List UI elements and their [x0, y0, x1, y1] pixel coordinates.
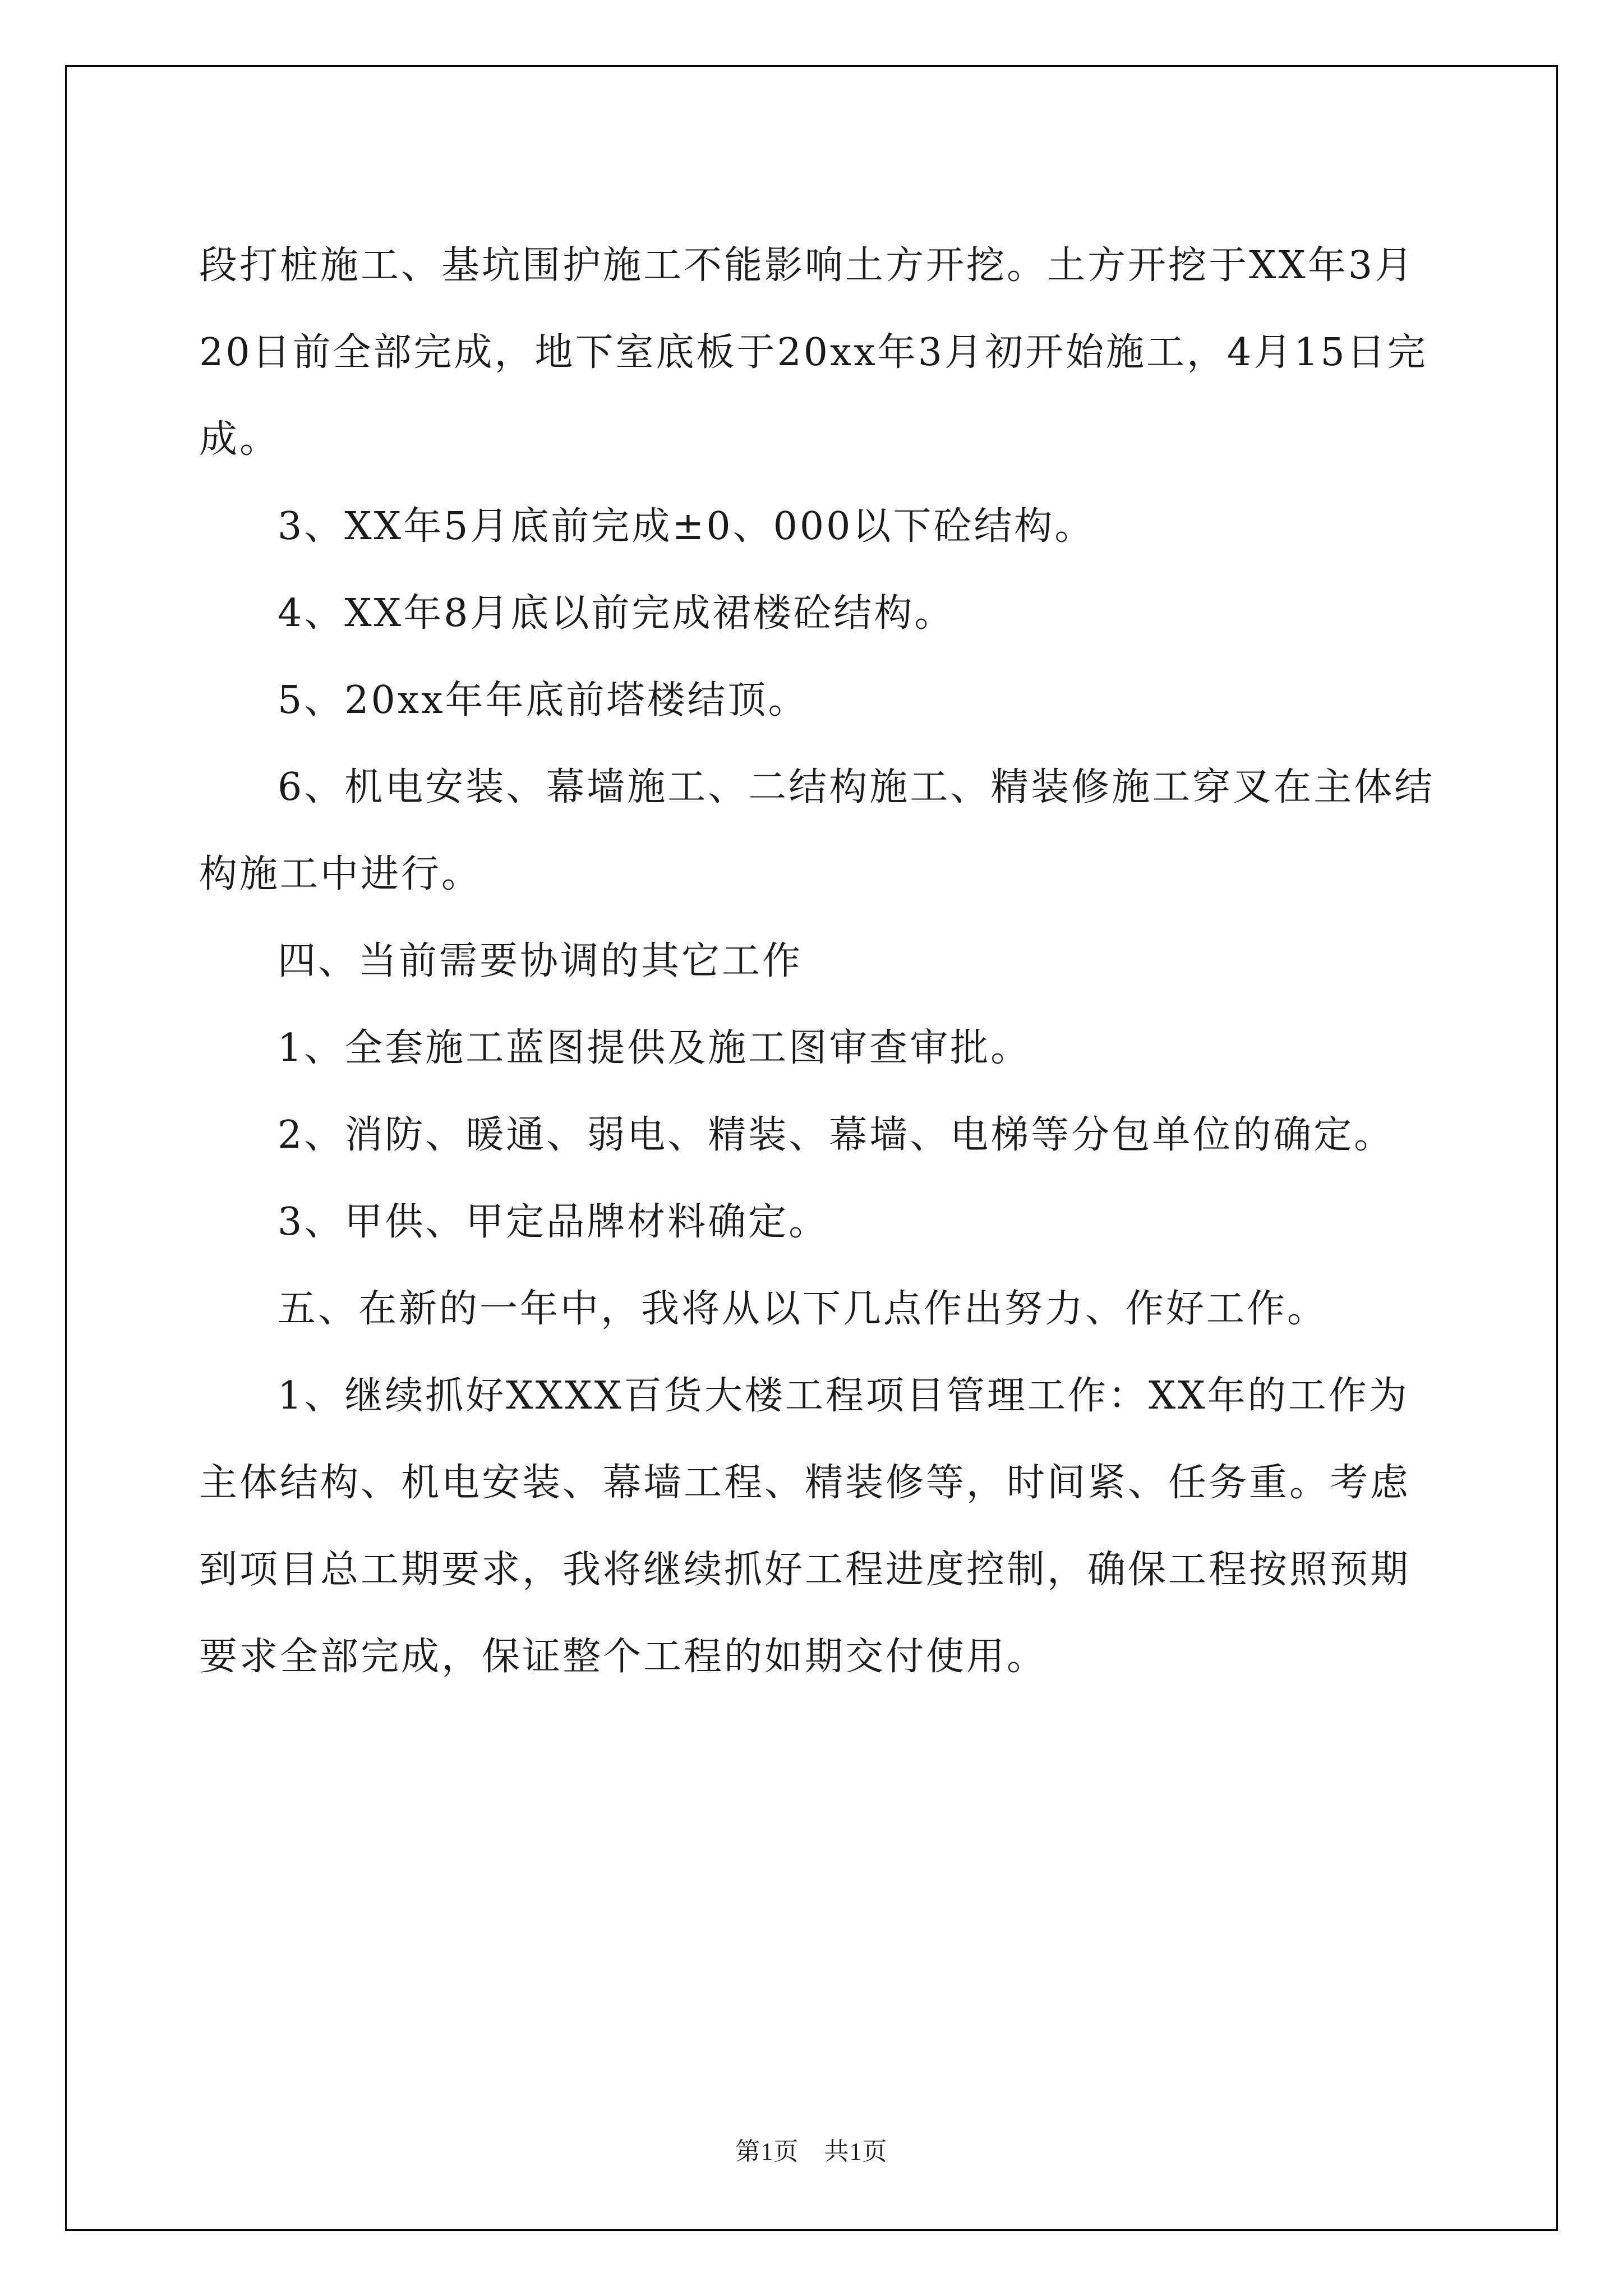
paragraph-9: 3、甲供、甲定品牌材料确定。: [278, 1200, 829, 1244]
paragraph-7: 1、全套施工蓝图提供及施工图审查审批。: [278, 1026, 1031, 1070]
paragraph-3: 4、XX年8月底以前完成裙楼砼结构。: [278, 591, 955, 636]
paragraph-4: 5、20xx年年底前塔楼结顶。: [278, 678, 809, 723]
paragraph-5: 6、机电安装、幕墙施工、二结构施工、精装修施工穿叉在主体结构施工中进行。: [199, 765, 1435, 896]
page-number-footer: 第1页 共1页: [735, 2138, 888, 2165]
section-heading-5: 五、在新的一年中，我将从以下几点作出努力、作好工作。: [278, 1287, 1328, 1331]
paragraph-11: 1、继续抓好XXXX百货大楼工程项目管理工作：XX年的工作为主体结构、机电安装、幕墙工程、精装修等，时间紧、任务重。考虑到项目总工期要求，我将继续抓好工程进度控制，确保工程按照预期要求全部完成，保证整个工程的如期交付使用。: [199, 1374, 1411, 1679]
paragraph-8: 2、消防、暖通、弱电、精装、幕墙、电梯等分包单位的确定。: [278, 1113, 1395, 1157]
paragraph-2: 3、XX年5月底前完成±0、000以下砼结构。: [278, 504, 1095, 549]
paragraph-1: 段打桩施工、基坑围护施工不能影响土方开挖。土方开挖于XX年3月20日前全部完成，地下室底板于20xx年3月初开始施工，4月15日完成。: [199, 243, 1428, 462]
section-heading-4: 四、当前需要协调的其它工作: [278, 939, 803, 983]
document-body: [199, 222, 1438, 1700]
